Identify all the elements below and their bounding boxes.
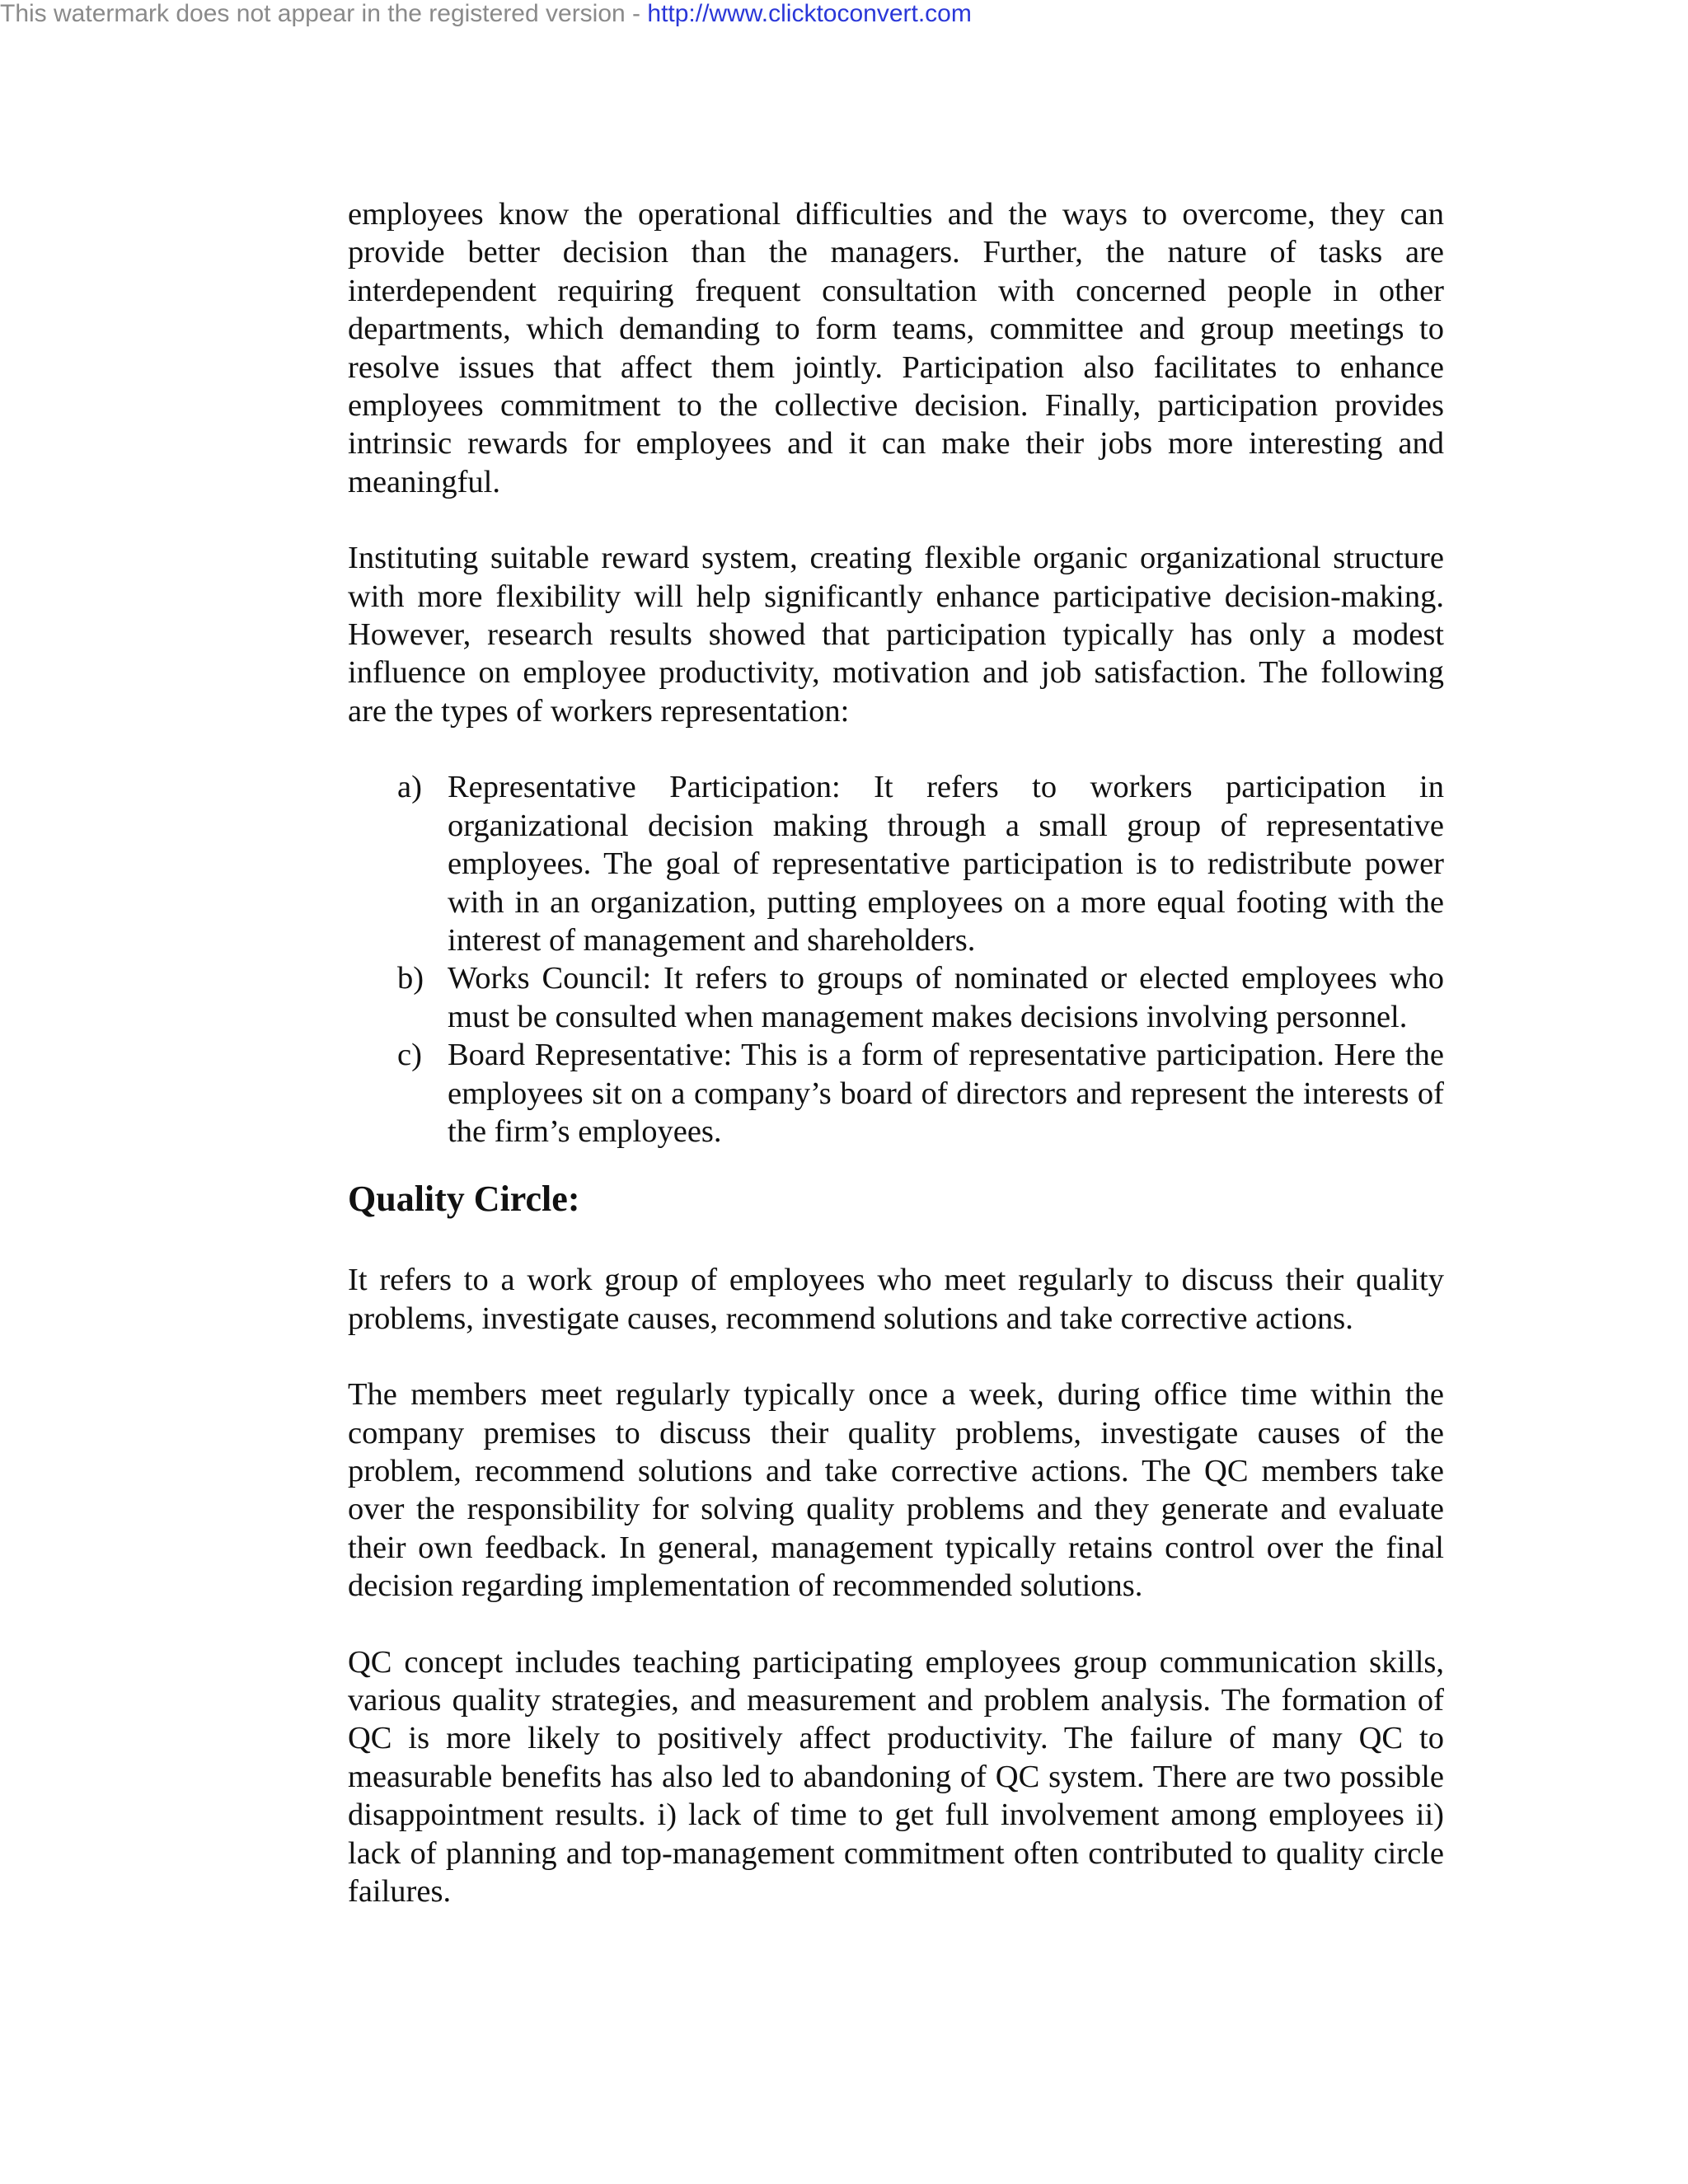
section-heading-quality-circle: Quality Circle:	[348, 1179, 580, 1220]
list-item-text: Representative Participation: It refers to workers participation in organizational decision making through a small group of representative employees. The goal of representative participation is to redistribute power with in an organization, putting employees on a more equal footing with the interest of management and shareholders.	[448, 770, 1444, 958]
watermark-link[interactable]: http://www.clicktoconvert.com	[647, 0, 972, 27]
page-content	[348, 195, 1444, 1910]
list-item	[348, 768, 1444, 959]
representation-types-list	[348, 768, 1444, 1151]
list-item	[348, 1036, 1444, 1151]
paragraph-qc-meetings: The members meet regularly typically once a week, during office time within the company premises to discuss their quality problems, investigate causes of the problem, recommend solutions and take corrective actions. The QC members take over the responsibility for solving quality problems and they generate and evaluate their own feedback. In general, management typically retains control over the final decision regarding implementation of recommended solutions.	[348, 1377, 1444, 1604]
list-item	[348, 959, 1444, 1036]
paragraph-reward-system: Instituting suitable reward system, creating flexible organic organizational structure with more flexibility will help significantly enhance participative decision-making. However, research results showed that participation typically has only a modest influence on employee productivity, motivation and job satisfaction. The following are the types of workers representation:	[348, 541, 1444, 729]
watermark-text: This watermark does not appear in the registered version -	[0, 0, 648, 27]
list-item-text: Works Council: It refers to groups of nominated or elected employees who must be consulted when management makes decisions involving personnel.	[448, 961, 1444, 1034]
paragraph-qc-definition: It refers to a work group of employees who meet regularly to discuss their quality problems, investigate causes, recommend solutions and take corrective actions.	[348, 1263, 1444, 1336]
watermark-banner	[0, 0, 972, 28]
list-marker: a)	[397, 770, 422, 805]
paragraph-qc-concept: QC concept includes teaching participating employees group communication skills, various quality strategies, and measurement and problem analysis. The formation of QC is more likely to positively affect productivity. The failure of many QC to measurable benefits has also led to abandoning of QC system. There are two possible disappointment results. i) lack of time to get full involvement among employees ii) lack of planning and top-management commitment often contributed to quality circle failures.	[348, 1644, 1444, 1910]
list-marker: b)	[397, 961, 424, 996]
paragraph-participation-benefits: employees know the operational difficulties and the ways to overcome, they can provide better decision than the managers. Further, the nature of tasks are interdependent requiring frequent consultation with concerned people in other departments, which demanding to form teams, committee and group meetings to resolve issues that affect them jointly. Participation also facilitates to enhance employees commitment to the collective decision. Finally, participation provides intrinsic rewards for employees and it can make their jobs more interesting and meaningful.	[348, 197, 1444, 499]
list-marker: c)	[397, 1038, 422, 1073]
list-item-text: Board Representative: This is a form of representative participation. Here the employees sit on a company’s board of directors and represent the interests of the firm’s employees.	[448, 1038, 1444, 1149]
